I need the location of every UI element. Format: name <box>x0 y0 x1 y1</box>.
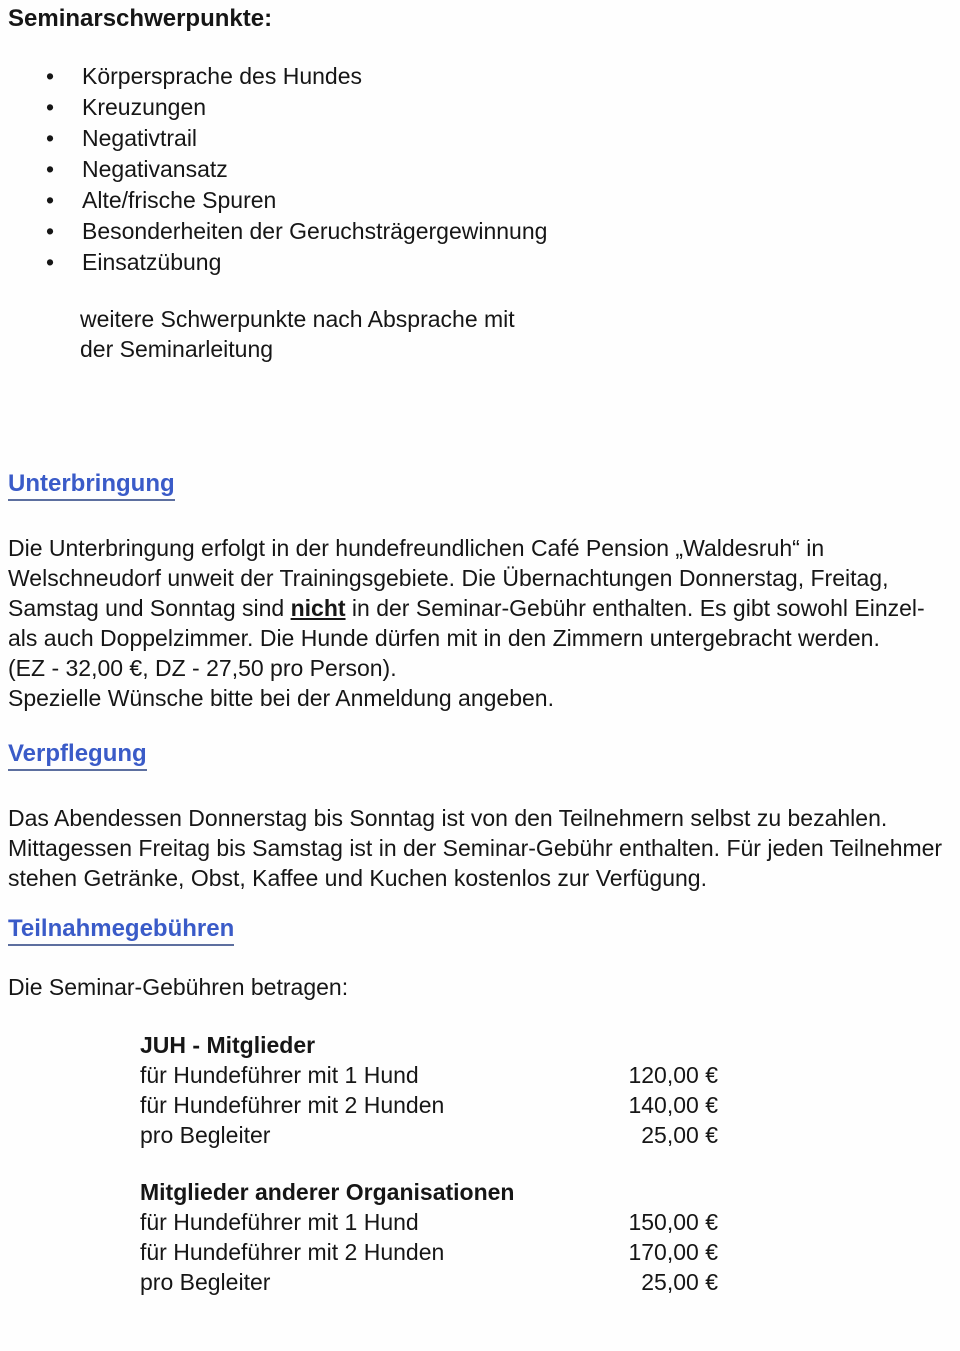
room-price-note: (EZ - 32,00 €, DZ - 27,50 pro Person). <box>8 655 397 681</box>
section-heading-teilnahmegebuehren <box>8 915 954 946</box>
topics-note <box>80 304 954 364</box>
topic-label: Körpersprache des Hundes <box>82 63 362 89</box>
fee-label: für Hundeführer mit 1 Hund <box>140 1062 419 1088</box>
table-row <box>140 1060 718 1090</box>
fee-price: 140,00 € <box>628 1092 718 1118</box>
table-row <box>140 1267 718 1297</box>
topic-label: Einsatzübung <box>82 249 222 275</box>
bullet-icon: • <box>46 218 55 244</box>
topic-label: Negativtrail <box>82 125 198 151</box>
fee-label: für Hundeführer mit 1 Hund <box>140 1209 419 1235</box>
table-row <box>140 1207 718 1237</box>
list-item <box>46 216 954 247</box>
table-row <box>140 1120 718 1150</box>
table-row <box>140 1237 718 1267</box>
topic-label: Alte/frische Spuren <box>82 187 277 213</box>
unterbringung-heading-link[interactable]: Unterbringung <box>8 470 175 501</box>
fee-price: 25,00 € <box>641 1122 718 1148</box>
fee-table <box>140 1030 718 1297</box>
fee-group-other-organisations <box>140 1177 718 1297</box>
table-row <box>140 1090 718 1120</box>
list-item <box>46 154 954 185</box>
bullet-icon: • <box>46 94 55 120</box>
section-heading-unterbringung <box>8 470 954 501</box>
list-item <box>46 61 954 92</box>
list-item <box>46 123 954 154</box>
bullet-icon: • <box>46 63 55 89</box>
page-title: Seminarschwerpunkte: <box>8 5 273 32</box>
fee-group-juh <box>140 1030 718 1150</box>
bullet-icon: • <box>46 249 55 275</box>
fee-label: für Hundeführer mit 2 Hunden <box>140 1092 445 1118</box>
list-item <box>46 92 954 123</box>
topics-note-line: der Seminarleitung <box>80 336 274 362</box>
section-heading-verpflegung <box>8 740 954 771</box>
unterbringung-text-before: Die Unterbringung erfolgt in der hundefreundlichen Café Pension „Waldesruh“ in Welschneudorf unweit der Trainingsgebiete. Die Übernachtungen Donnerstag, Freitag, Samstag und Sonntag sind <box>8 535 889 621</box>
special-wishes-note: Spezielle Wünsche bitte bei der Anmeldung angeben. <box>8 685 554 711</box>
fee-label: für Hundeführer mit 2 Hunden <box>140 1239 445 1265</box>
list-item <box>46 247 954 278</box>
fee-price: 170,00 € <box>628 1239 718 1265</box>
fee-price: 120,00 € <box>628 1062 718 1088</box>
fee-label: pro Begleiter <box>140 1122 271 1148</box>
fee-group-title: JUH - Mitglieder <box>140 1032 316 1058</box>
bullet-icon: • <box>46 156 55 182</box>
topics-note-line: weitere Schwerpunkte nach Absprache mit <box>80 306 515 332</box>
unterbringung-text-after: in der Seminar-Gebühr enthalten. Es gibt sowohl Einzel- als auch Doppelzimmer. Die Hunde dürfen mit in den Zimmern untergebracht werden. <box>8 595 925 651</box>
verpflegung-paragraph: Das Abendessen Donnerstag bis Sonntag ist von den Teilnehmern selbst zu bezahlen. Mittagessen Freitag bis Samstag ist in der Seminar-Gebühr enthalten. Für jeden Teilnehmer stehen Getränke, Obst, Kaffee und Kuchen kostenlos zur Verfügung. <box>8 805 943 891</box>
fee-price: 150,00 € <box>628 1209 718 1235</box>
topic-label: Besonderheiten der Geruchsträgergewinnung <box>82 218 548 244</box>
seminar-topics-list <box>46 61 954 278</box>
topic-label: Negativansatz <box>82 156 228 182</box>
teilnahmegebuehren-heading-link[interactable]: Teilnahmegebühren <box>8 915 234 946</box>
verpflegung-heading-link[interactable]: Verpflegung <box>8 740 147 771</box>
bullet-icon: • <box>46 125 55 151</box>
fee-price: 25,00 € <box>641 1269 718 1295</box>
bullet-icon: • <box>46 187 55 213</box>
list-item <box>46 185 954 216</box>
fee-label: pro Begleiter <box>140 1269 271 1295</box>
fee-group-title: Mitglieder anderer Organisationen <box>140 1179 515 1205</box>
nicht-emphasis: nicht <box>290 595 346 621</box>
unterbringung-paragraph <box>8 533 954 713</box>
topic-label: Kreuzungen <box>82 94 207 120</box>
fees-intro: Die Seminar-Gebühren betragen: <box>8 974 349 1000</box>
